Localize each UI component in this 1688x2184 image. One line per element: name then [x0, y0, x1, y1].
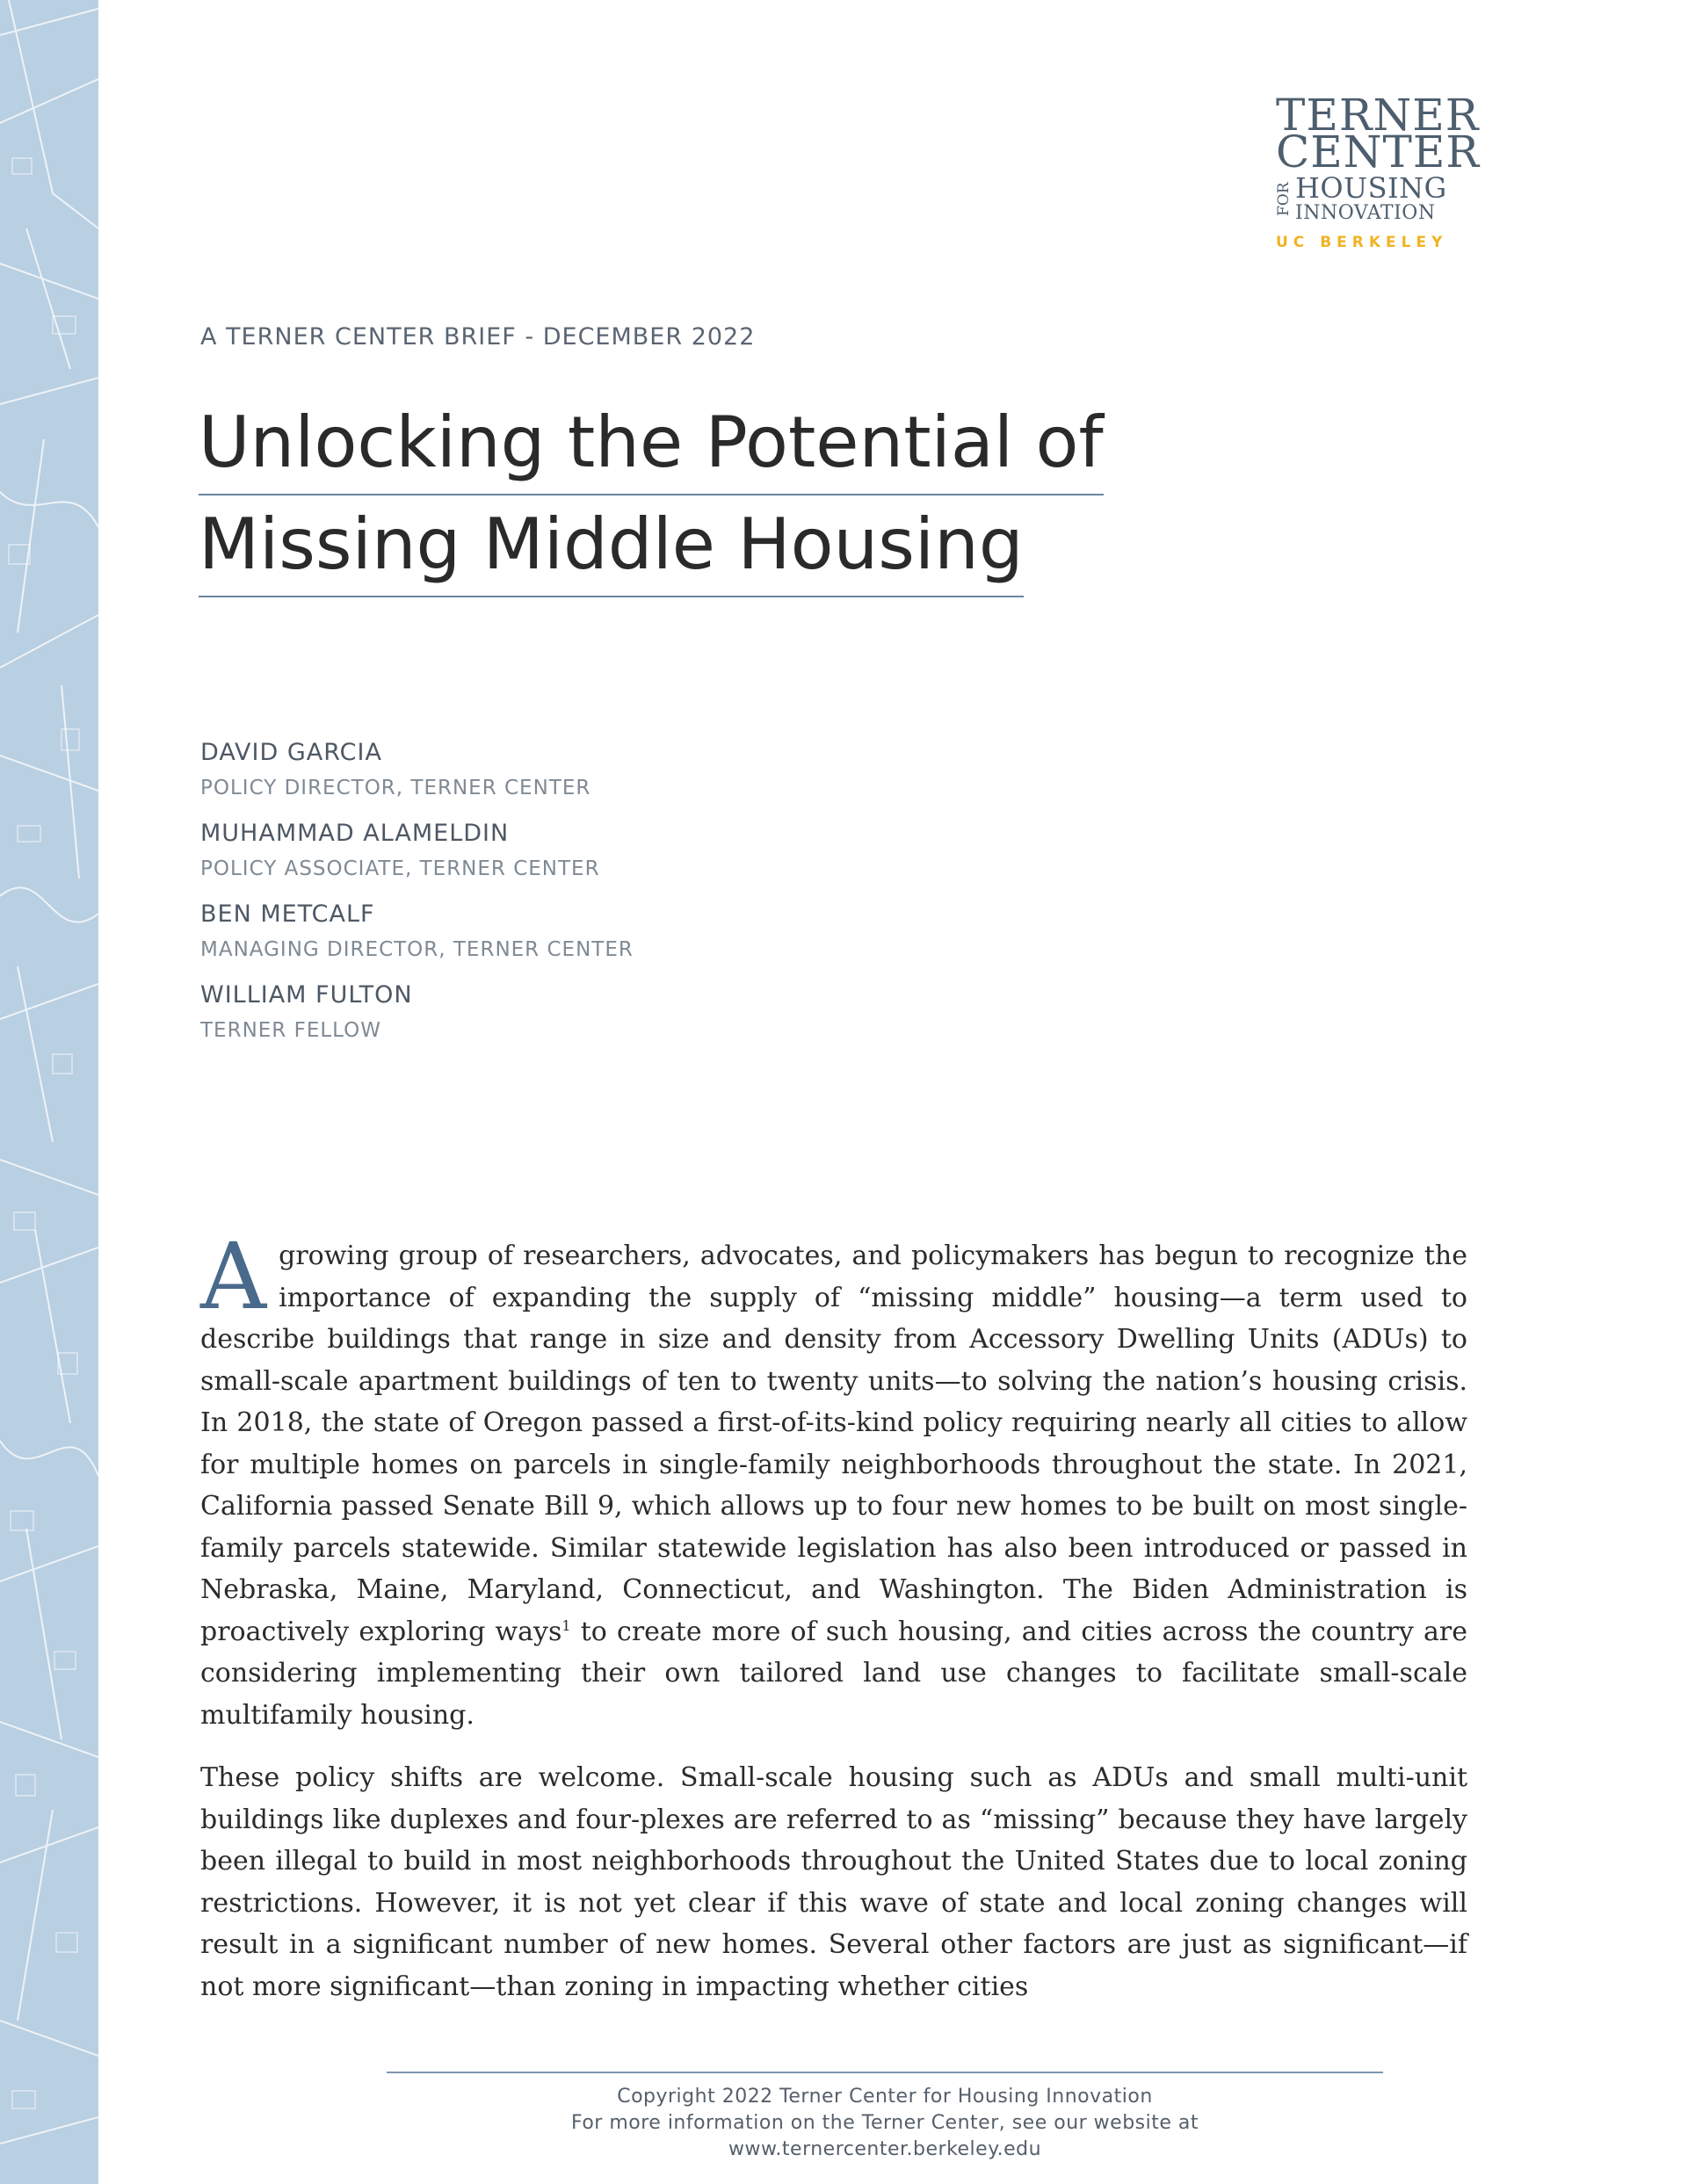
footer-divider	[387, 2072, 1383, 2073]
decorative-map-strip	[0, 0, 98, 2184]
author-name: WILLIAM FULTON	[200, 981, 413, 1009]
author-name: BEN METCALF	[200, 900, 375, 928]
paragraph-1-text: growing group of researchers, advocates, and policymakers has begun to recognize the importance of expanding the supply of “missing middle” housing—a term used to describe buildings that range in size and density from Accessory Dwelling Units (ADUs) to small-scale apartment buildings of ten to twenty units—to solving the nation’s housing crisis. In 2018, the state of Oregon passed a first-of-its-kind policy requiring nearly all cities to allow for multiple homes on parcels in single-family neighborhoods throughout the state. In 2021, California passed Senate Bill 9, which allows up to four new homes to be built on most single-family parcels statewide. Similar statewide legislation has also been introduced or passed in Nebraska, Maine, Maryland, Connecticut, and Washington. The Biden Administration is proactively exploring ways	[200, 1240, 1467, 1647]
title-line-2: Missing Middle Housing	[199, 495, 1024, 597]
page-title	[199, 394, 1104, 597]
logo-innovation: INNOVATION	[1295, 202, 1436, 224]
footer-copyright: Copyright 2022 Terner Center for Housing Innovation	[617, 2086, 1153, 2108]
page-footer	[387, 2084, 1383, 2163]
brief-label: A TERNER CENTER BRIEF - DECEMBER 2022	[200, 323, 756, 351]
author-entry	[200, 980, 634, 1045]
body-text	[200, 1223, 1467, 2029]
author-name: MUHAMMAD ALAMELDIN	[200, 820, 510, 847]
logo-housing-row	[1275, 171, 1469, 225]
author-role: TERNER FELLOW	[200, 1019, 382, 1042]
author-entry	[200, 819, 634, 884]
author-role: MANAGING DIRECTOR, TERNER CENTER	[200, 938, 634, 961]
logo-terner: TERNER	[1276, 90, 1480, 141]
footer-website-link[interactable]: www.ternercenter.berkeley.edu	[728, 2138, 1042, 2160]
authors-list	[200, 738, 634, 1061]
logo-housing-stack	[1295, 171, 1447, 225]
map-pattern-graphic	[0, 0, 98, 2184]
author-entry	[200, 738, 634, 803]
author-role: POLICY ASSOCIATE, TERNER CENTER	[200, 857, 600, 880]
body-paragraph-2: These policy shifts are welcome. Small-scale housing such as ADUs and small multi-unit buildings like duplexes and four-plexes are referred to as “missing” because they have largely been illegal to build in most neighborhoods throughout the United States due to local zoning restrictions. However, it is not yet clear if this wave of state and local zoning changes will result in a significant number of new homes. Several other factors are just as significant—if not more significant—than zoning in impacting whether cities	[200, 1762, 1467, 2002]
author-name: DAVID GARCIA	[200, 739, 382, 766]
terner-center-logo	[1275, 90, 1481, 251]
drop-cap: A	[200, 1223, 267, 1330]
logo-housing: HOUSING	[1295, 171, 1447, 205]
body-paragraph-1	[200, 1223, 1467, 1736]
footer-more-info: For more information on the Terner Center, see our website at	[570, 2112, 1199, 2134]
footnote-reference-1[interactable]: 1	[561, 1616, 571, 1634]
logo-center: CENTER	[1276, 127, 1481, 177]
logo-for: FOR	[1275, 182, 1293, 217]
paragraph-1-end: to create more of such housing, and cities across the country are considering implementing their own tailored land use changes to facilitate small-scale multifamily housing.	[200, 1616, 1467, 1731]
author-role: POLICY DIRECTOR, TERNER CENTER	[200, 777, 591, 799]
author-entry	[200, 900, 634, 965]
logo-uc-berkeley: UC BERKELEY	[1276, 234, 1448, 251]
title-line-1: Unlocking the Potential of	[199, 394, 1104, 495]
